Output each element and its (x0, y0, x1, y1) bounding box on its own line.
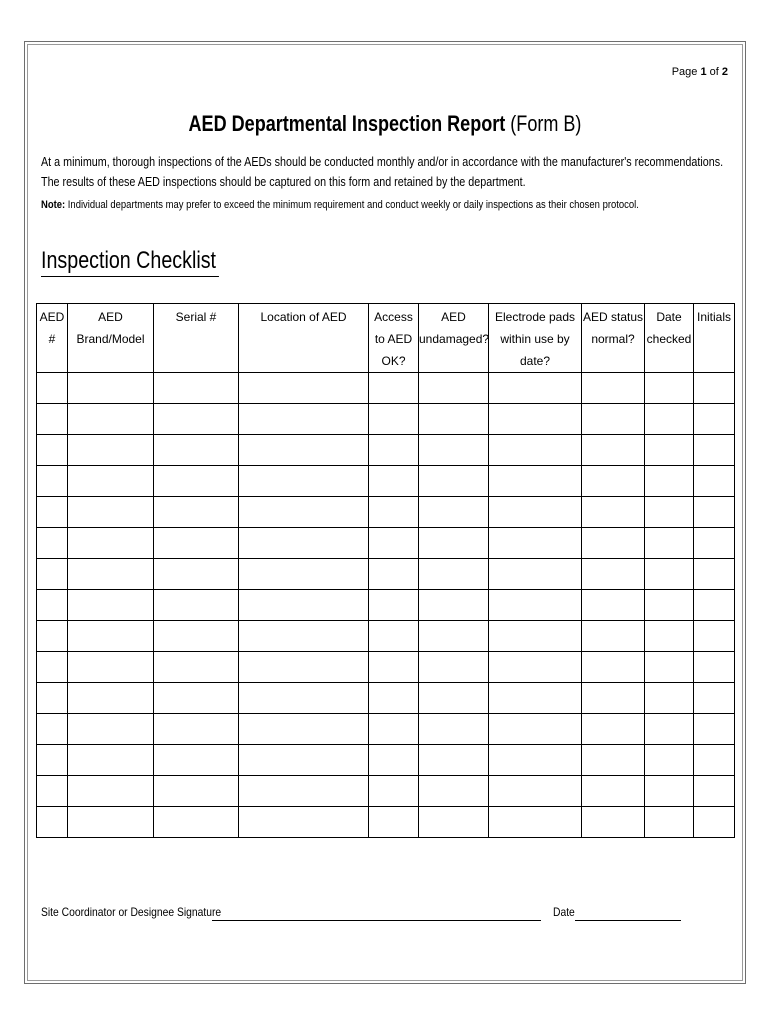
table-cell[interactable] (239, 497, 369, 528)
col-header-electrode-pads: Electrode pads within use by date? (489, 304, 582, 373)
table-cell[interactable] (154, 559, 239, 590)
table-cell[interactable] (645, 404, 694, 435)
table-row (37, 373, 735, 404)
title-form-label: (Form B) (505, 111, 582, 136)
table-cell[interactable] (68, 466, 154, 497)
table-cell[interactable] (37, 528, 68, 559)
table-cell[interactable] (239, 714, 369, 745)
table-cell[interactable] (694, 652, 735, 683)
table-cell[interactable] (419, 559, 489, 590)
table-cell[interactable] (154, 404, 239, 435)
table-cell[interactable] (68, 683, 154, 714)
table-cell[interactable] (582, 466, 645, 497)
table-cell[interactable] (419, 497, 489, 528)
table-cell[interactable] (154, 373, 239, 404)
table-row (37, 497, 735, 528)
table-cell[interactable] (37, 807, 68, 838)
table-row (37, 466, 735, 497)
table-cell[interactable] (37, 435, 68, 466)
table-row (37, 776, 735, 807)
table-cell[interactable] (154, 776, 239, 807)
table-row (37, 435, 735, 466)
table-cell[interactable] (645, 435, 694, 466)
table-cell[interactable] (239, 683, 369, 714)
page-number (672, 66, 728, 78)
table-cell[interactable] (582, 528, 645, 559)
table-cell[interactable] (419, 745, 489, 776)
table-cell[interactable] (694, 466, 735, 497)
table-cell[interactable] (154, 435, 239, 466)
table-cell[interactable] (645, 559, 694, 590)
table-cell[interactable] (369, 404, 419, 435)
col-header-initials: Initials (694, 304, 735, 373)
col-header-date-checked: Date checked (645, 304, 694, 373)
table-cell[interactable] (694, 590, 735, 621)
table-cell[interactable] (582, 652, 645, 683)
table-cell[interactable] (419, 807, 489, 838)
page-total: 2 (721, 66, 728, 78)
table-cell[interactable] (369, 497, 419, 528)
inspection-checklist-table (36, 303, 735, 838)
table-cell[interactable] (694, 373, 735, 404)
table-cell[interactable] (239, 466, 369, 497)
table-cell[interactable] (369, 714, 419, 745)
table-cell[interactable] (694, 745, 735, 776)
table-cell[interactable] (239, 528, 369, 559)
table-cell[interactable] (489, 373, 582, 404)
table-cell[interactable] (645, 683, 694, 714)
signature-label: Site Coordinator or Designee Signature (41, 905, 222, 919)
table-cell[interactable] (489, 466, 582, 497)
table-cell[interactable] (419, 714, 489, 745)
table-cell[interactable] (68, 807, 154, 838)
table-cell[interactable] (489, 404, 582, 435)
table-cell[interactable] (582, 776, 645, 807)
table-cell[interactable] (37, 652, 68, 683)
table-cell[interactable] (154, 652, 239, 683)
table-row (37, 683, 735, 714)
table-cell[interactable] (645, 466, 694, 497)
table-cell[interactable] (369, 652, 419, 683)
table-cell[interactable] (489, 621, 582, 652)
table-cell[interactable] (68, 590, 154, 621)
table-cell[interactable] (154, 621, 239, 652)
table-cell[interactable] (489, 776, 582, 807)
table-cell[interactable] (694, 559, 735, 590)
table-cell[interactable] (694, 404, 735, 435)
table-cell[interactable] (37, 497, 68, 528)
table-cell[interactable] (369, 559, 419, 590)
table-cell[interactable] (154, 714, 239, 745)
table-cell[interactable] (582, 745, 645, 776)
table-cell[interactable] (37, 683, 68, 714)
table-cell[interactable] (369, 528, 419, 559)
col-header-access: Access to AED OK? (369, 304, 419, 373)
table-cell[interactable] (419, 776, 489, 807)
table-cell[interactable] (419, 466, 489, 497)
table-cell[interactable] (582, 714, 645, 745)
table-cell[interactable] (239, 559, 369, 590)
table-cell[interactable] (489, 559, 582, 590)
table-cell[interactable] (68, 528, 154, 559)
table-cell[interactable] (582, 404, 645, 435)
table-row (37, 807, 735, 838)
table-row (37, 621, 735, 652)
table-cell[interactable] (582, 435, 645, 466)
table-row (37, 745, 735, 776)
note-text: Individual departments may prefer to exceed the minimum requirement and conduct weekly or daily inspections as their chosen protocol. (65, 199, 639, 211)
table-cell[interactable] (489, 652, 582, 683)
page-prefix: Page (671, 66, 701, 78)
table-cell[interactable] (489, 590, 582, 621)
table-cell[interactable] (645, 745, 694, 776)
table-cell[interactable] (239, 652, 369, 683)
table-cell[interactable] (154, 466, 239, 497)
table-header-row (37, 304, 735, 373)
table-row (37, 528, 735, 559)
table-cell[interactable] (154, 683, 239, 714)
signature-field[interactable] (212, 920, 541, 921)
table-cell[interactable] (489, 497, 582, 528)
date-field[interactable] (575, 920, 681, 921)
table-cell[interactable] (489, 714, 582, 745)
table-cell[interactable] (582, 621, 645, 652)
table-row (37, 652, 735, 683)
table-cell[interactable] (582, 373, 645, 404)
table-cell[interactable] (154, 590, 239, 621)
table-cell[interactable] (239, 404, 369, 435)
table-cell[interactable] (37, 590, 68, 621)
table-cell[interactable] (154, 745, 239, 776)
col-header-undamaged: AED undamaged? (419, 304, 489, 373)
table-cell[interactable] (694, 621, 735, 652)
table-cell[interactable] (694, 435, 735, 466)
table-cell[interactable] (68, 373, 154, 404)
table-cell[interactable] (645, 621, 694, 652)
table-cell[interactable] (694, 807, 735, 838)
table-cell[interactable] (37, 404, 68, 435)
page-of: of (706, 66, 722, 78)
table-cell[interactable] (68, 559, 154, 590)
table-cell[interactable] (369, 373, 419, 404)
table-cell[interactable] (369, 745, 419, 776)
table-cell[interactable] (489, 745, 582, 776)
col-header-serial: Serial # (154, 304, 239, 373)
table-cell[interactable] (154, 497, 239, 528)
table-cell[interactable] (239, 435, 369, 466)
table-cell[interactable] (37, 466, 68, 497)
table-cell[interactable] (645, 528, 694, 559)
table-cell[interactable] (645, 714, 694, 745)
table-cell[interactable] (489, 807, 582, 838)
table-row (37, 559, 735, 590)
table-cell[interactable] (68, 714, 154, 745)
col-header-aed-number: AED # (37, 304, 68, 373)
table-cell[interactable] (68, 621, 154, 652)
table-cell[interactable] (154, 807, 239, 838)
table-cell[interactable] (239, 373, 369, 404)
table-cell[interactable] (68, 745, 154, 776)
table-cell[interactable] (37, 621, 68, 652)
table-cell[interactable] (239, 776, 369, 807)
table-cell[interactable] (582, 590, 645, 621)
page-title (69, 111, 700, 137)
page-current: 1 (700, 66, 707, 78)
table-cell[interactable] (369, 466, 419, 497)
note-paragraph (41, 199, 639, 211)
table-cell[interactable] (694, 528, 735, 559)
table-cell[interactable] (419, 435, 489, 466)
table-cell[interactable] (419, 528, 489, 559)
table-row (37, 714, 735, 745)
intro-paragraph: At a minimum, thorough inspections of the AEDs should be conducted monthly and/or in accordance with the manufacturer's recommendations. The results of these AED inspections should be captured on this form and retained by the department. (41, 155, 724, 189)
table-cell[interactable] (419, 621, 489, 652)
date-label: Date (553, 905, 575, 919)
table-cell[interactable] (489, 528, 582, 559)
table-cell[interactable] (645, 590, 694, 621)
table-row (37, 590, 735, 621)
table-cell[interactable] (694, 497, 735, 528)
table-cell[interactable] (239, 621, 369, 652)
col-header-brand-model: AED Brand/Model (68, 304, 154, 373)
table-cell[interactable] (37, 373, 68, 404)
table-cell[interactable] (694, 714, 735, 745)
table-cell[interactable] (645, 776, 694, 807)
table-cell[interactable] (645, 807, 694, 838)
table-cell[interactable] (37, 776, 68, 807)
table-cell[interactable] (489, 683, 582, 714)
table-cell[interactable] (694, 776, 735, 807)
table-cell[interactable] (419, 404, 489, 435)
col-header-location: Location of AED (239, 304, 369, 373)
table-cell[interactable] (239, 807, 369, 838)
table-cell[interactable] (239, 590, 369, 621)
table-cell[interactable] (68, 404, 154, 435)
table-cell[interactable] (369, 683, 419, 714)
table-cell[interactable] (68, 435, 154, 466)
table-cell[interactable] (645, 652, 694, 683)
table-cell[interactable] (582, 559, 645, 590)
table-cell[interactable] (419, 652, 489, 683)
table-cell[interactable] (369, 807, 419, 838)
table-cell[interactable] (37, 559, 68, 590)
table-cell[interactable] (369, 621, 419, 652)
table-cell[interactable] (68, 652, 154, 683)
table-cell[interactable] (154, 528, 239, 559)
table-row (37, 404, 735, 435)
table-cell[interactable] (239, 745, 369, 776)
table-cell[interactable] (37, 714, 68, 745)
table-cell[interactable] (582, 807, 645, 838)
table-cell[interactable] (419, 683, 489, 714)
table-cell[interactable] (694, 683, 735, 714)
table-cell[interactable] (369, 435, 419, 466)
table-cell[interactable] (645, 373, 694, 404)
table-cell[interactable] (68, 497, 154, 528)
col-header-status: AED status normal? (582, 304, 645, 373)
title-bold: AED Departmental Inspection Report (188, 111, 506, 136)
note-label: Note: (41, 199, 66, 211)
table-cell[interactable] (369, 776, 419, 807)
section-title: Inspection Checklist (41, 246, 219, 277)
table-cell[interactable] (419, 373, 489, 404)
table-cell[interactable] (582, 497, 645, 528)
table-cell[interactable] (645, 497, 694, 528)
table-cell[interactable] (369, 590, 419, 621)
table-cell[interactable] (37, 745, 68, 776)
table-cell[interactable] (489, 435, 582, 466)
table-cell[interactable] (419, 590, 489, 621)
table-cell[interactable] (582, 683, 645, 714)
table-cell[interactable] (68, 776, 154, 807)
